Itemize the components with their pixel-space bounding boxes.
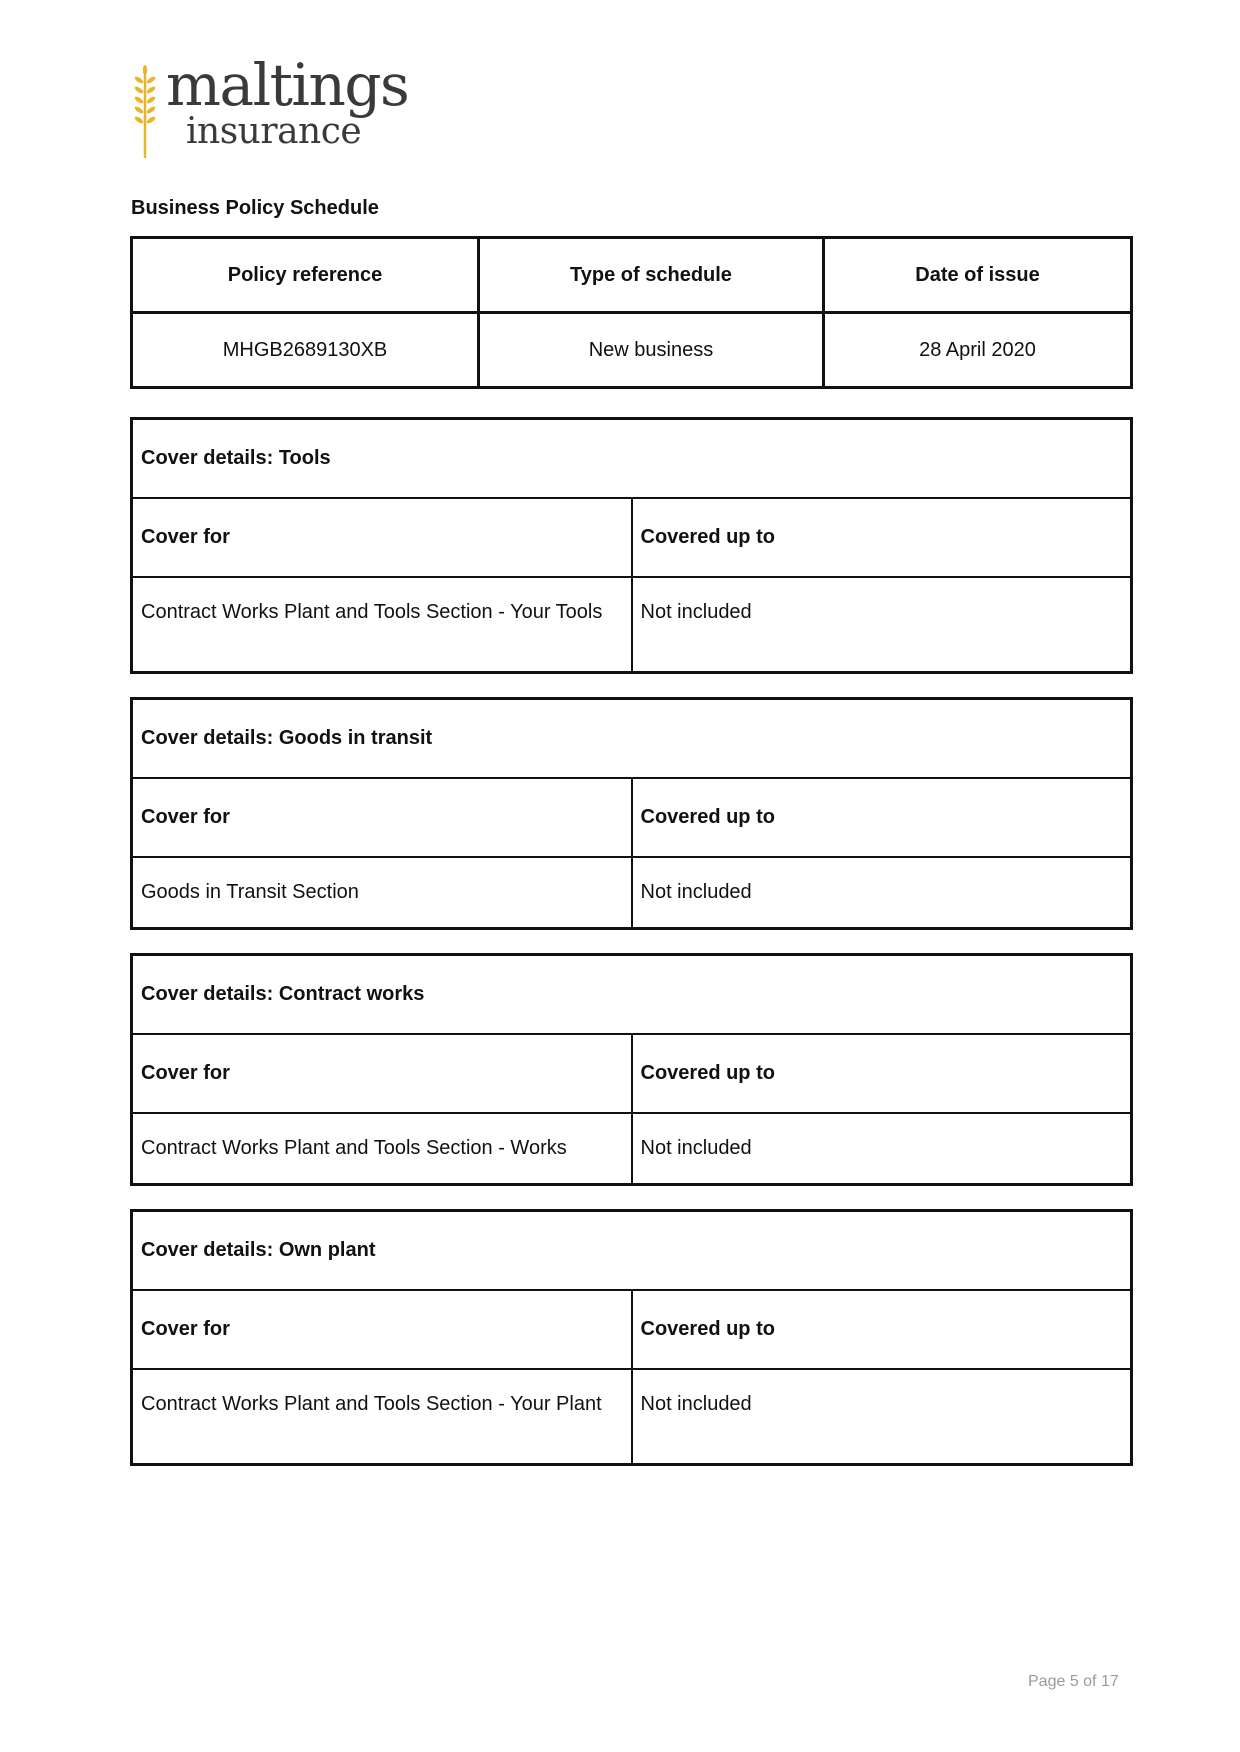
cover-for-header: Cover for — [132, 498, 632, 577]
summary-header-row — [132, 238, 1132, 313]
policy-reference-value: MHGB2689130XB — [132, 313, 479, 388]
covered-up-to-header: Covered up to — [632, 1290, 1132, 1369]
covered-up-to-value: Not included — [632, 1113, 1132, 1184]
policy-reference-header: Policy reference — [132, 238, 479, 313]
section-title: Cover details: Goods in transit — [132, 699, 1132, 779]
cover-for-header: Cover for — [132, 778, 632, 857]
cover-for-header: Cover for — [132, 1290, 632, 1369]
wheat-icon — [130, 62, 160, 162]
document-title: Business Policy Schedule — [131, 197, 379, 219]
cover-goods-in-transit-table — [130, 697, 1133, 930]
policy-summary-table — [130, 236, 1133, 389]
covered-up-to-value: Not included — [632, 577, 1132, 672]
schedule-type-header: Type of schedule — [479, 238, 824, 313]
section-title: Cover details: Contract works — [132, 955, 1132, 1035]
page-number: Page 5 of 17 — [1028, 1673, 1119, 1690]
logo-wordmark: maltings — [166, 51, 409, 119]
summary-value-row — [132, 313, 1132, 388]
covered-up-to-header: Covered up to — [632, 1034, 1132, 1113]
cover-for-value: Goods in Transit Section — [132, 857, 632, 928]
cover-tools-table — [130, 417, 1133, 674]
logo-subtitle: insurance — [186, 111, 362, 152]
issue-date-value: 28 April 2020 — [824, 313, 1132, 388]
covered-up-to-header: Covered up to — [632, 498, 1132, 577]
cover-for-value: Contract Works Plant and Tools Section - Your Tools — [132, 577, 632, 672]
cover-for-header: Cover for — [132, 1034, 632, 1113]
schedule-type-value: New business — [479, 313, 824, 388]
cover-contract-works-table — [130, 953, 1133, 1186]
cover-for-value: Contract Works Plant and Tools Section - Works — [132, 1113, 632, 1184]
cover-for-value: Contract Works Plant and Tools Section - Your Plant — [132, 1369, 632, 1464]
section-title: Cover details: Tools — [132, 419, 1132, 499]
covered-up-to-value: Not included — [632, 857, 1132, 928]
cover-own-plant-table — [130, 1209, 1133, 1466]
company-logo — [130, 51, 420, 162]
covered-up-to-value: Not included — [632, 1369, 1132, 1464]
covered-up-to-header: Covered up to — [632, 778, 1132, 857]
section-title: Cover details: Own plant — [132, 1211, 1132, 1291]
issue-date-header: Date of issue — [824, 238, 1132, 313]
